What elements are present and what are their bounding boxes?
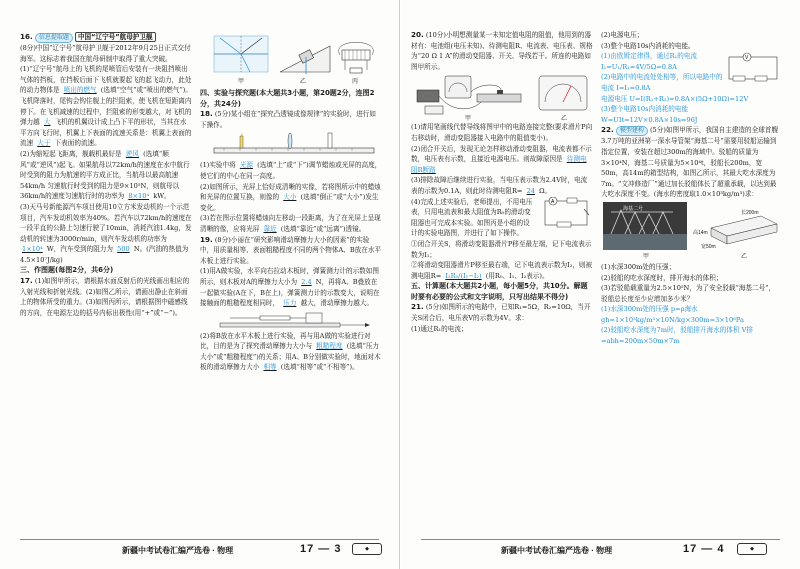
q21-answer-3: 电源电压 U=I(R₁+R₂)=0.8A×(5Ω+10Ω)=12V	[601, 94, 749, 103]
figure-22-dim-height: 高14m	[693, 229, 708, 236]
q20-p4a: ①闭合开关S，将滑动变阻器滑片P移至最左端，记下电流表示数为I₁；	[411, 239, 592, 259]
q21-answer-2: (2)电路中的电流处处相等，所以电路中的电流 I=I₁=0.8A	[601, 73, 723, 92]
figure-22-dim-width: 宽50m	[701, 243, 716, 250]
q22-p2: (2)驳船的吃水深度时，排开海水的体积；	[601, 273, 723, 282]
q18-p1: (1)实验中将	[200, 161, 236, 170]
q19-p2c: (选填“相等”或“不相等”)。	[280, 363, 359, 372]
q16-intro: (8分)中国“辽宁号”航母护卫舰于2012年9月25日正式交付海军。这标志着我国在航母研制中取得了重大突破。	[20, 44, 191, 63]
q22-number: 22.	[601, 125, 614, 135]
q19-p2-answer2: 相等	[263, 363, 277, 372]
publisher-logo-icon: ◆	[352, 543, 382, 555]
q16-p1d: 下表面的流速。	[54, 139, 101, 148]
q16-p2b: (选填“顺风”或“逆风”)起飞。如果航母以72km/h的速度在水中航行时受到的阻力为航速的平方成正比，当航母以最高航速54km/h 匀速航行时受到的阻力是9×10⁵N，则航母以36km/h的速度匀速航行时的功率为	[20, 149, 190, 201]
figure-17-label-c: 丙	[352, 79, 359, 85]
figure-17-label-a: 甲	[238, 79, 245, 85]
q16-p3: (3)天马号新能源汽车项目使用10立方米发动机的一个示范项目，汽车发动机效率为40%。若汽车以72km/h的速度在一段平直的公路上匀速行驶了10min，消耗汽油1.4kg，发动机的转速为3000r/min，则汽车发动机的功率为	[20, 202, 192, 243]
q18-number: 18.	[200, 109, 213, 119]
q22-answer-1: (1)水深300m处的压强 p=ρ海水gh=1×10³kg/m³×10N/kg×300m=3×10⁶Pa	[601, 305, 744, 324]
q18-p3: (3)若在图示位置将蜡烛向左移动一段距离，为了在光屏上呈现清晰的像，应将光屏	[200, 214, 381, 233]
figure-22-caption: 海基二号	[623, 205, 644, 212]
q20-p4-answer: I₂R₀/(I₁−I₂)	[445, 271, 482, 280]
figure-22-dim-length: 长200m	[741, 209, 759, 216]
q16-tag: 信息提取题	[35, 33, 73, 43]
q16-p1c: 飞机的机翼设计成上凸下平的形状，当其在水平方向飞行时，机翼上下表面的流速关系是：机翼上表面的流速	[20, 118, 192, 148]
q20-p4b: ②将滑动变阻器滑片P移至最右端，记下电流表示数为I₂，则被测电阻R=	[411, 261, 593, 280]
q19-p1: (1)用A做实验，水平向右拉动木板时，弹簧测力计的示数如图所示，则木板对A的摩擦力大小为	[200, 267, 379, 286]
q20-p3-answer: 24	[526, 186, 535, 195]
right-page-left-column	[411, 30, 593, 531]
q22-text: (5分)如图甲所示，我国自主建造的全球首艘3.7万吨的亚洲第一深水导管架“海基二号”需要用驳船运输到指定位置，安装在超过300m的海域中。驳船的质量为3×10⁴N，海基二号质量为5×10⁴t，驳船长200m，宽50m，高14m的箱型结构，如图乙所示，其最大吃水深度为7m。“文冲修造厂”通过加长驳船体长了超重承载，以达到最大吃水深度不变。(海水的密度取1.0×10³kg/m³)求：	[601, 126, 778, 199]
q16-p3-mid: W，汽车受到的阻力为	[46, 245, 113, 254]
q20-p2-answer: 待测电阻R断路	[411, 155, 587, 174]
figure-22-label-b: 乙	[741, 253, 748, 260]
q16-p1: (1)“辽宁号”航母上的飞机的尾喷管后安装有一块阻挡喷出气体的挡板，在挡板后面下飞机就要起飞的起飞动力，此处的动力物体是	[20, 65, 192, 95]
q17-number: 17.	[20, 276, 33, 286]
q19-text: (8分)小丽在“研究影响滑动摩擦力大小的因素”的实验中，用质量相等、表面粗糙程度不同的两个物体A、B放在水平木板上进行实验。	[200, 235, 382, 265]
footer-rule	[421, 539, 780, 540]
q20-text: (10分)小明想测量某一未知定值电阻的阻值，他用到的器材有：电池组(电压未知)、待测电阻R、电流表、电压表、规格为“20 Ω 1 A”的滑动变阻器、开关、导线若干。所连的电路如图甲所示。	[411, 31, 593, 71]
q22-answer-2: (2)驳船吃水深度为7m时，驳船排开海水的体积 V排=abh=200m×50m×7m	[601, 326, 753, 346]
q19-p1c: 越大，滑动摩擦力越大。	[300, 299, 374, 308]
publisher-logo-icon: ◆	[737, 543, 767, 555]
right-page-right-column	[601, 30, 781, 531]
figure-20-label-b: 乙	[561, 116, 568, 123]
figure-20	[411, 72, 593, 122]
figure-18	[200, 130, 382, 160]
q16-title: 中国“辽宁号”航母护卫舰	[75, 32, 156, 42]
footer-title: 新疆中考试卷汇编严选卷 · 物理	[501, 546, 613, 555]
figure-21-svg	[725, 51, 781, 85]
q18-p2-answer: 大小	[283, 193, 297, 202]
q20-p4-block	[411, 197, 593, 239]
q19-p2-answer: 粗糙程度	[316, 342, 343, 351]
q21-text: (5分)如图所示的电路中，已知R₁=5Ω，R₂=10Ω，当开关S闭合后，电压表V的示数为4V。求：	[411, 303, 591, 323]
left-page-right-column	[200, 30, 382, 531]
section-4-heading: 四、实验与探究题(本大题共3小题，第20题2分，连图2分，共24分)	[200, 89, 375, 108]
q21-p1: (1)通过R₁的电流；	[411, 324, 468, 333]
q18-p1-answer: 光源	[239, 161, 254, 170]
figure-22	[601, 200, 781, 262]
q19-p1-answer: 2.4	[301, 277, 312, 286]
q22-tag: 模型建构	[616, 126, 648, 136]
q18-p3b: (选填“靠近”或“远离”)透镜。	[280, 224, 366, 233]
q17-text: (1)如图甲所示，请根据水面反射后的光线画出相应的入射光线和折射光线。(2)如图乙所示，请画出静止在斜面上的物体所受的重力。(3)如图丙所示，请根据图中磁感线的方向，在电源左边的括号内标出极性(用“+”或“−”)。	[20, 277, 190, 317]
q22-p3: (3)若驳船载重量为2.5×10⁵N，为了安全驳载“海基二号”，驳船总长度至少应增加多少米？	[601, 284, 776, 303]
footer-page-number: 17 — 4	[683, 543, 725, 555]
q16-p1b-answer: 大	[43, 118, 51, 127]
optical-bench-svg	[200, 130, 382, 160]
q16-number: 16.	[20, 32, 33, 41]
figure-17	[200, 30, 382, 88]
q16-p1b: (选填“空气”或“喷出的燃气”)。飞机降落时，尾钩会钩住舰上的拦阻索，使飞机在短距离内停下。在飞机减速的过程中，拦阻索的形变越大，对飞机的弹力越	[20, 86, 192, 127]
q19-p2: (2)将B放在水平木板上进行实验，再与用A做的实验进行对比，目的是为了探究滑动摩擦力大小与	[200, 331, 371, 351]
q20-p1: (1)请用笔画线代替导线将图甲中的电路连接完整(要求滑片P向右移动时，滑动变阻器接入电路中的阻值变小)。	[411, 123, 593, 142]
q20-number: 20.	[411, 30, 424, 39]
svg-text:V: V	[745, 55, 749, 62]
section-3-heading: 三、作图题(每图2分，共6分)	[20, 266, 114, 275]
q22-p1: (1)水深300m处的压强；	[601, 262, 676, 271]
q18-p1b: (选填“上”或“下”)调节蜡烛或光屏的高度，使它们的中心在同一高度。	[200, 161, 382, 180]
q16-p3-answer1: 1×10⁴	[22, 245, 43, 254]
q21-number: 21.	[411, 302, 424, 312]
left-column	[20, 32, 192, 531]
q19-p1-answer2: 压力	[283, 299, 297, 308]
q16-p2-answer2: 8×10⁴	[128, 192, 150, 201]
q19-p2b: (选填“压力大小”或“粗糙程度”)的关系；用A、B分别做实验时，地面对木板的滑动摩擦力大小	[200, 342, 381, 372]
figure-20c-svg	[539, 197, 593, 231]
q21-answer-4: (3)整个电路10s内消耗的电能 W=UIt=12V×0.8A×10s=96J	[601, 105, 698, 124]
figure-17-label-b: 乙	[300, 79, 307, 85]
q16-p2-unit: kW。	[153, 192, 171, 201]
q20-p4c: (用R₀、I₁、I₂表示)。	[485, 271, 549, 280]
q16-p2: (2)为缩短起飞距离，舰载机最好是	[20, 149, 122, 158]
figure-19	[200, 309, 382, 331]
q21-p2: (2)电源电压；	[601, 31, 644, 39]
footer-title: 新疆中考试卷汇编严选卷 · 物理	[122, 546, 234, 555]
q18-p2: (2)如图所示，光屏上恰好成清晰的实像，若将图所示中的蜡烛和光屏的位置互换，则像的	[200, 182, 381, 202]
q18-text: (5分)某小组在“探究凸透镜成像规律”的实验时，进行如下操作。	[200, 110, 376, 129]
q21-answer-block	[601, 51, 781, 125]
q16-p2-answer: 逆风	[125, 149, 139, 158]
friction-svg	[200, 309, 382, 331]
q18-p3-answer: 靠近	[263, 224, 277, 233]
q20-p2: (2)闭合开关后，发现无论怎样移动滑动变阻器，电流表都不示数，电压表有示数，且接近电源电压。则故障原因是	[411, 144, 592, 164]
q20-p3-unit: Ω。	[539, 186, 552, 195]
q19-p1b: N，再将A、B叠放在一起做实验(A在下，B在上)，弹簧测力计的示数变大，说明在接触面的粗糙程度相同时，	[200, 277, 380, 308]
left-footer	[0, 539, 399, 561]
q21-answer-1: (1)由欧姆定律得，通过R₁的电流 I₁=U₁/R₁=4V/5Ω=0.8A	[601, 52, 698, 71]
footer-rule	[20, 539, 379, 540]
section-5-heading: 五、计算题(本大题共2小题，每小题5分，共10分。解题时要有必要的公式和文字说明，只写出结果不得分)	[411, 282, 588, 301]
q16-p1-answer: 喷出的燃气	[63, 86, 97, 95]
q20-p3: (3)排除故障后继续进行实验，当电压表示数为2.4V时，电流表的示数为0.1A，则此时待测电阻R=	[411, 176, 588, 195]
figure-22-label-a: 甲	[643, 253, 650, 260]
q21-p3: (3)整个电路10s内消耗的电能。	[601, 41, 695, 50]
footer-page-number: 17 — 3	[300, 543, 342, 555]
q18-p2b: (选填“倒正”或“大小”)发生变化。	[200, 193, 379, 212]
q16-p1c-answer: 大于	[37, 139, 51, 148]
q20-p4: (4)完成上述实验后，老师提出，不用电压表，只用电流表和最大阻值为R₀的滑动变阻器也可完成本实验。如图丙是小组的设计的实验电路图，并进行了如下操作。	[411, 197, 533, 238]
right-page	[401, 0, 800, 569]
q19-number: 19.	[200, 234, 213, 244]
q16-p3-end: N。(汽油的热值为4.5×10⁷J/kg)	[20, 245, 189, 264]
svg-text:A: A	[551, 198, 555, 205]
right-footer	[401, 539, 800, 561]
figure-20-label-a: 甲	[465, 116, 472, 123]
q16-p3-answer2: 500	[117, 245, 130, 254]
